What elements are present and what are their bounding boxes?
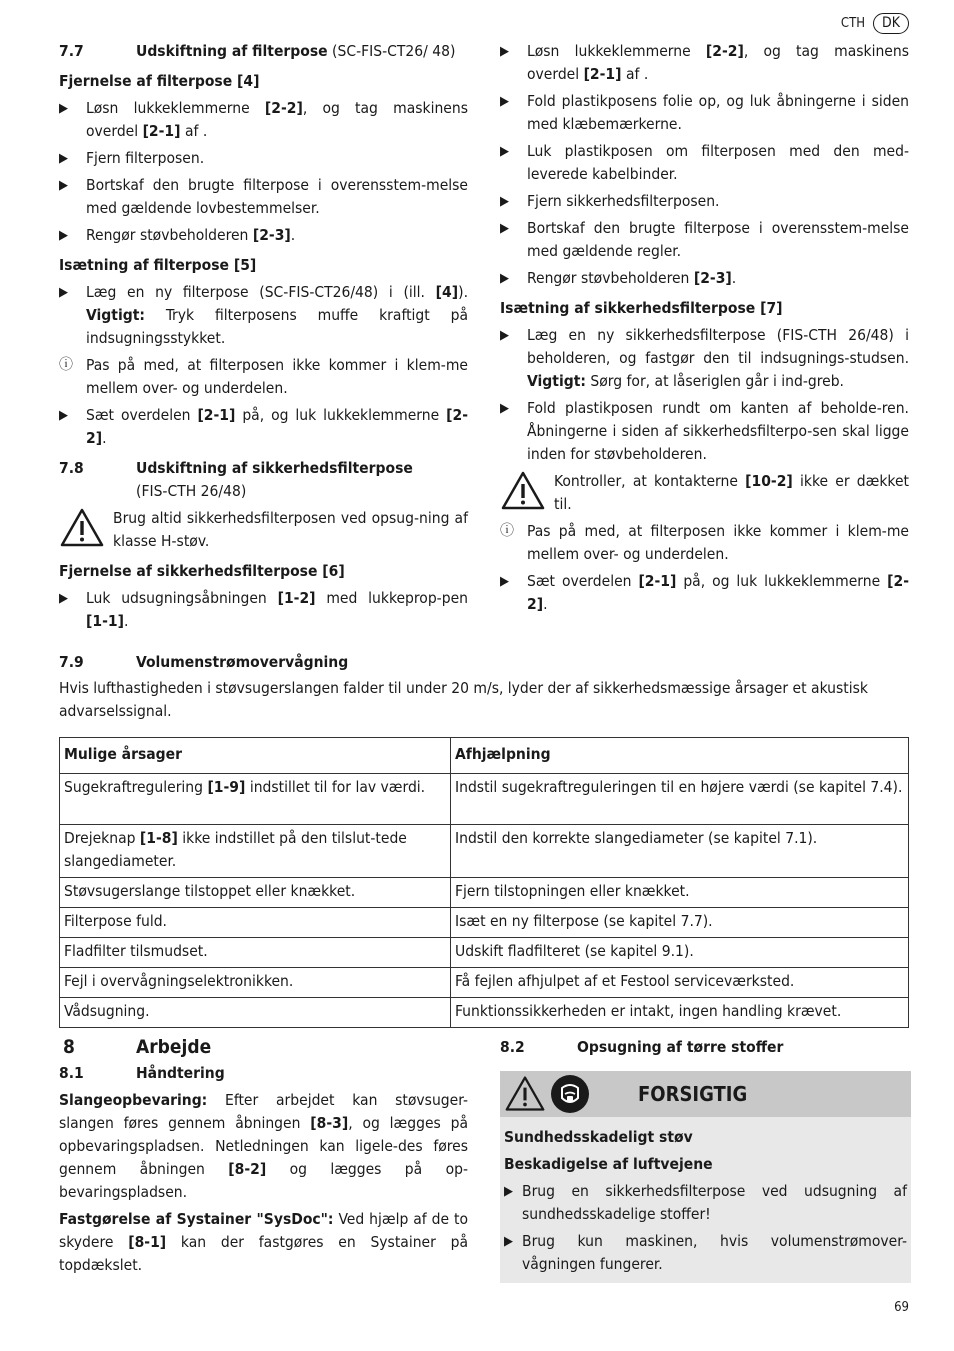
warning-note: Kontroller, at kontakterne [10-2] ikke er dækket til.	[500, 470, 909, 516]
arrow-icon: ▶	[59, 101, 68, 116]
list-item: ▶ Løsn lukkeklemmerne [2-2], og tag maskinens overdel [2-1] af .	[500, 40, 909, 86]
table-row: Drejeknap [1-8] ikke indstillet på den tilslut-tede slangediameter. Indstil den korrekte slangediameter (se kapitel 7.1).	[60, 825, 909, 878]
table-row: Støvsugerslange tilstoppet eller knækket. Fjern tilstopningen eller knækket.	[60, 878, 909, 908]
info-item: ⓘ Pas på med, at filterposen ikke kommer i klem-me mellem over- og underdelen.	[59, 354, 468, 400]
arrow-icon: ▶	[59, 178, 68, 193]
arrow-icon: ▶	[504, 1234, 513, 1249]
list-item: ▶ Rengør støvbeholderen [2-3].	[59, 224, 468, 247]
page-header	[841, 12, 909, 35]
caution-label: FORSIGTIG	[638, 1081, 748, 1106]
table-row: Filterpose fuld. Isæt en ny filterpose (se kapitel 7.7).	[60, 908, 909, 938]
info-item: ⓘ Pas på med, at filterposen ikke kommer i klem-me mellem over- og underdelen.	[500, 520, 909, 566]
table-row: Sugekraftregulering [1-9] indstillet til for lav værdi. Indstil sugekraftreguleringen til en højere værdi (se kapitel 7.4).	[60, 774, 909, 825]
warning-triangle-icon	[59, 507, 105, 549]
country-badge: DK	[873, 13, 909, 34]
warning-triangle-icon	[500, 470, 546, 512]
list-item: ▶ Luk plastikposen om filterposen med den med-leverede kabelbinder.	[500, 140, 909, 186]
warning-note: Brug altid sikkerhedsfilterposen ved opsug-ning af klasse H-støv.	[59, 507, 468, 553]
list-item: ▶ Læg en ny sikkerhedsfilterpose (FIS-CTH 26/48) i beholderen, og fastgør den til indsugnings-studsen. Vigtigt: Sørg for, at låseriglen går i ind-greb.	[500, 324, 909, 393]
arrow-icon: ▶	[500, 44, 509, 59]
list-item: ▶ Brug en sikkerhedsfilterpose ved udsugning af sundhedsskadelige stoffer!	[504, 1180, 907, 1226]
caution-box	[500, 1071, 911, 1283]
table-row: Fejl i overvågningselektronikken. Få fejlen afhjulpet af et Festool serviceværksted.	[60, 968, 909, 998]
troubleshooting-table	[59, 737, 909, 1028]
column-header: Afhjælpning	[451, 738, 909, 774]
arrow-icon: ▶	[500, 221, 509, 236]
section-7-9	[59, 651, 909, 723]
section-8-heading: 8 Arbejde	[63, 1036, 212, 1058]
list-item: ▶ Rengør støvbeholderen [2-3].	[500, 267, 909, 290]
arrow-icon: ▶	[59, 228, 68, 243]
arrow-icon: ▶	[59, 408, 68, 423]
systainer-paragraph: Fastgørelse af Systainer "SysDoc": Ved hjælp af de to skydere [8-1] kan der fastgøres en Systainer på topdækslet.	[59, 1210, 469, 1274]
arrow-icon: ▶	[500, 574, 509, 589]
list-item: ▶ Fold plastikposens folie op, og luk åbningerne i siden med klæbemærkerne.	[500, 90, 909, 136]
section-8-2-heading: 8.2 Opsugning af tørre stoffer	[500, 1038, 784, 1056]
list-item: ▶ Løsn lukkeklemmerne [2-2], og tag maskinens overdel [2-1] af .	[59, 97, 468, 143]
arrow-icon: ▶	[59, 151, 68, 166]
arrow-icon: ▶	[500, 194, 509, 209]
insert-safety-bag-heading: Isætning af sikkerhedsfilterpose [7]	[500, 299, 783, 317]
arrow-icon: ▶	[500, 271, 509, 286]
table-header-row	[60, 738, 909, 774]
list-item: ▶ Fold plastikposen rundt om kanten af beholde-ren. Åbningerne i siden af sikkerhedsfilterpo-sen skal ligge inden for støvbeholderen.	[500, 397, 909, 466]
list-item: ▶ Læg en ny filterpose (SC-FIS-CT26/48) i (ill. [4]). Vigtigt: Tryk filterposens muffe kraftigt på indsugningsstykket.	[59, 281, 468, 350]
remove-safety-bag-heading: Fjernelse af sikkerhedsfilterpose [6]	[59, 562, 345, 580]
caution-body: Sundhedsskadeligt støv Beskadigelse af luftvejene ▶ Brug en sikkerhedsfilterpose ved udsugning af sundhedsskadelige stoffer! ▶ Brug kun maskinen, hvis volumenstrømover-vågningen fungerer.	[500, 1126, 911, 1276]
table-row: Vådsugning. Funktionssikkerheden er intakt, ingen handling krævet.	[60, 998, 909, 1028]
list-item: ▶ Brug kun maskinen, hvis volumenstrømover-vågningen fungerer.	[504, 1230, 907, 1276]
list-item: ▶ Sæt overdelen [2-1] på, og luk lukkeklemmerne [2-2].	[59, 404, 468, 450]
section-8	[59, 1036, 468, 1277]
table-row: Fladfilter tilsmudset. Udskift fladfilteret (se kapitel 9.1).	[60, 938, 909, 968]
section-7-8-heading: 7.8 Udskiftning af sikkerhedsfilterpose (FIS-CTH 26/48)	[59, 459, 413, 500]
model-label: CTH	[840, 16, 866, 31]
insert-filterbag-heading: Isætning af filterpose [5]	[59, 256, 257, 274]
section-7-9-text: Hvis lufthastigheden i støvsugerslangen falder til under 20 m/s, lyder der af sikkerhedsmæssige årsager et akustisk advarselssignal.	[59, 679, 868, 720]
right-column	[500, 40, 909, 616]
respirator-mask-icon	[550, 1074, 590, 1114]
arrow-icon: ▶	[504, 1184, 513, 1199]
column-header: Mulige årsager	[60, 738, 451, 774]
arrow-icon: ▶	[59, 285, 68, 300]
remove-filterbag-heading: Fjernelse af filterpose [4]	[59, 72, 260, 90]
section-7-7-heading: 7.7 Udskiftning af filterpose (SC-FIS-CT26/ 48)	[59, 42, 456, 60]
section-8-1-heading: 8.1 Håndtering	[59, 1064, 225, 1082]
info-icon: ⓘ	[59, 357, 73, 373]
arrow-icon: ▶	[500, 401, 509, 416]
list-item: ▶ Fjern filterposen.	[59, 147, 468, 170]
hose-storage-paragraph: Slangeopbevaring: Efter arbejdet kan støvsuger-slangen føres gennem åbningen [8-3], og lægges på opbevaringspladsen. Netledningen kan ligele-des føres gennem åbningen [8-2] og lægges på op-bevaringspladsen.	[59, 1091, 469, 1201]
section-7-9-heading: 7.9 Volumenstrømovervågning	[59, 653, 349, 671]
list-item: ▶ Sæt overdelen [2-1] på, og luk lukkeklemmerne [2-2].	[500, 570, 909, 616]
info-icon: ⓘ	[500, 523, 514, 539]
arrow-icon: ▶	[59, 591, 68, 606]
warning-triangle-icon	[504, 1074, 546, 1114]
list-item: ▶ Luk udsugningsåbningen [1-2] med lukkeprop-pen [1-1].	[59, 587, 468, 633]
page-number: 69	[894, 1300, 909, 1315]
arrow-icon: ▶	[500, 328, 509, 343]
list-item: ▶ Fjern sikkerhedsfilterposen.	[500, 190, 909, 213]
arrow-icon: ▶	[500, 94, 509, 109]
left-column	[59, 40, 468, 633]
arrow-icon: ▶	[500, 144, 509, 159]
list-item: ▶ Bortskaf den brugte filterpose i overensstem-melse med gældende lovbestemmelser.	[59, 174, 468, 220]
list-item: ▶ Bortskaf den brugte filterpose i overensstem-melse med gældende regler.	[500, 217, 909, 263]
caution-bar	[500, 1071, 911, 1117]
